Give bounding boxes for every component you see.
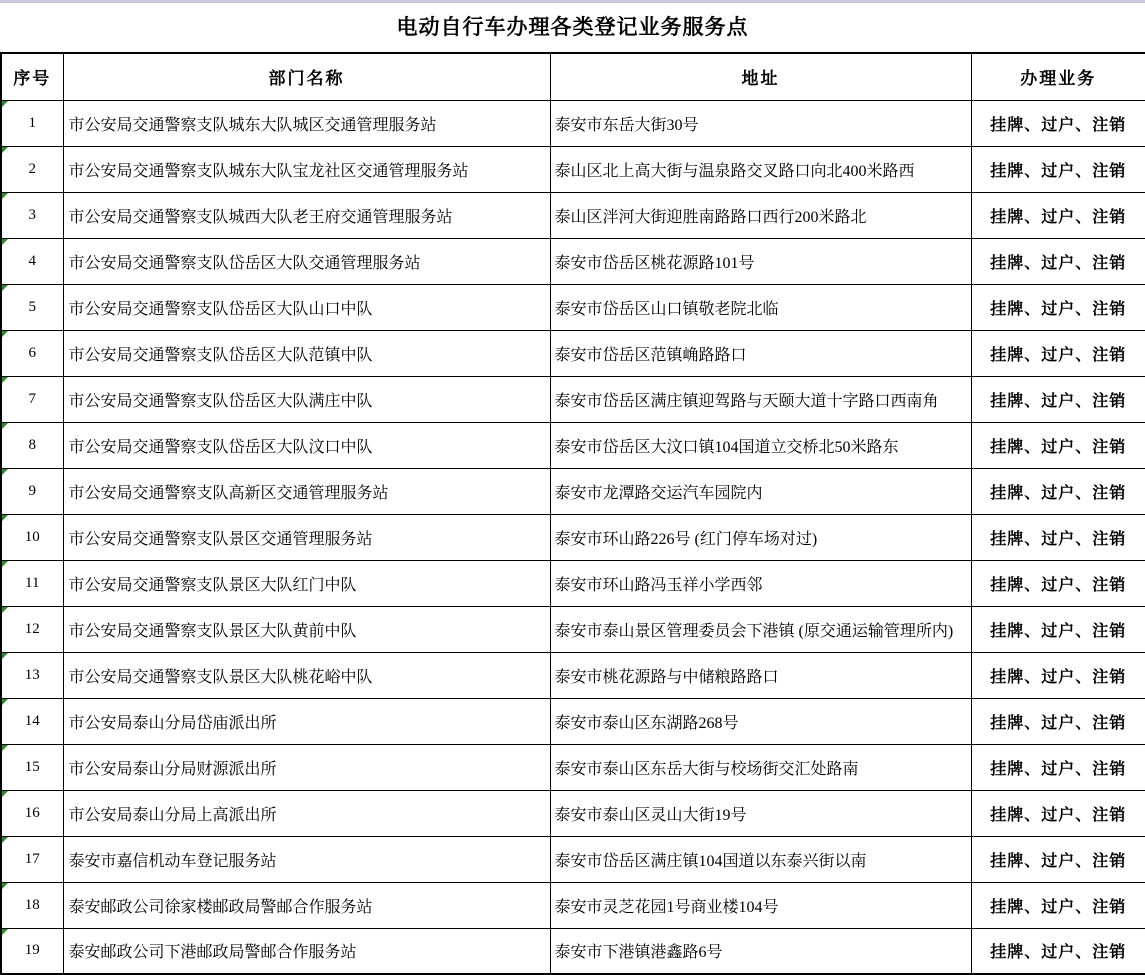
header-index: 序号 bbox=[1, 53, 63, 100]
business-cell[interactable] bbox=[971, 790, 1145, 836]
address-text: 泰安市泰山区东岳大街与校场街交汇处路南 bbox=[554, 760, 859, 778]
index-cell[interactable] bbox=[1, 836, 63, 882]
row-index: 18 bbox=[24, 896, 40, 913]
table-row bbox=[1, 238, 1145, 284]
address-text: 泰安市岱岳区桃花源路101号 bbox=[554, 254, 755, 272]
department-name: 市公安局泰山分局财源派出所 bbox=[68, 760, 277, 778]
row-index: 9 bbox=[28, 482, 36, 499]
business-cell[interactable] bbox=[971, 284, 1145, 330]
department-cell[interactable] bbox=[63, 146, 550, 192]
address-text: 泰安市环山路冯玉祥小学西邻 bbox=[554, 576, 763, 594]
business-text: 挂牌、过户、注销 bbox=[990, 438, 1127, 456]
address-cell[interactable] bbox=[550, 698, 971, 744]
department-cell[interactable] bbox=[63, 100, 550, 146]
error-indicator-triangle-icon bbox=[2, 561, 8, 567]
index-cell[interactable] bbox=[1, 422, 63, 468]
error-indicator-triangle-icon bbox=[2, 193, 8, 199]
department-cell[interactable] bbox=[63, 422, 550, 468]
table-row bbox=[1, 836, 1145, 882]
business-text: 挂牌、过户、注销 bbox=[990, 944, 1127, 962]
address-cell[interactable] bbox=[550, 146, 971, 192]
row-index: 12 bbox=[24, 620, 40, 637]
address-text: 泰山区北上高大街与温泉路交叉路口向北400米路西 bbox=[554, 162, 915, 180]
address-cell[interactable] bbox=[550, 468, 971, 514]
header-business: 办理业务 bbox=[971, 53, 1145, 100]
business-text: 挂牌、过户、注销 bbox=[990, 806, 1127, 824]
business-cell[interactable] bbox=[971, 468, 1145, 514]
index-cell[interactable] bbox=[1, 376, 63, 422]
row-index: 15 bbox=[24, 758, 40, 775]
error-indicator-triangle-icon bbox=[2, 469, 8, 475]
business-cell[interactable] bbox=[971, 560, 1145, 606]
row-index: 16 bbox=[24, 804, 40, 821]
table-row bbox=[1, 514, 1145, 560]
address-text: 泰安市环山路226号 (红门停车场对过) bbox=[554, 530, 818, 548]
business-cell[interactable] bbox=[971, 146, 1145, 192]
address-cell[interactable] bbox=[550, 790, 971, 836]
table-row bbox=[1, 330, 1145, 376]
business-cell[interactable] bbox=[971, 192, 1145, 238]
row-index: 1 bbox=[28, 114, 36, 131]
department-cell[interactable] bbox=[63, 606, 550, 652]
table-row bbox=[1, 376, 1145, 422]
business-cell[interactable] bbox=[971, 330, 1145, 376]
department-name: 市公安局交通警察支队高新区交通管理服务站 bbox=[68, 484, 389, 502]
address-cell[interactable] bbox=[550, 284, 971, 330]
address-cell[interactable] bbox=[550, 330, 971, 376]
index-cell[interactable] bbox=[1, 330, 63, 376]
service-points-table bbox=[0, 52, 1145, 975]
error-indicator-triangle-icon bbox=[2, 423, 8, 429]
department-cell[interactable] bbox=[63, 376, 550, 422]
department-name: 市公安局交通警察支队岱岳区大队交通管理服务站 bbox=[68, 254, 421, 272]
business-text: 挂牌、过户、注销 bbox=[990, 714, 1127, 732]
address-text: 泰安市泰山区灵山大街19号 bbox=[554, 806, 747, 824]
index-cell[interactable] bbox=[1, 192, 63, 238]
row-index: 4 bbox=[28, 252, 36, 269]
row-index: 6 bbox=[28, 344, 36, 361]
index-cell[interactable] bbox=[1, 790, 63, 836]
error-indicator-triangle-icon bbox=[2, 515, 8, 521]
department-cell[interactable] bbox=[63, 514, 550, 560]
department-name: 市公安局交通警察支队城西大队老王府交通管理服务站 bbox=[68, 208, 453, 226]
business-text: 挂牌、过户、注销 bbox=[990, 484, 1127, 502]
department-name: 市公安局交通警察支队城东大队宝龙社区交通管理服务站 bbox=[68, 162, 469, 180]
business-text: 挂牌、过户、注销 bbox=[990, 898, 1127, 916]
business-cell[interactable] bbox=[971, 698, 1145, 744]
business-cell[interactable] bbox=[971, 514, 1145, 560]
error-indicator-triangle-icon bbox=[2, 929, 8, 935]
row-index: 11 bbox=[25, 574, 40, 591]
department-cell[interactable] bbox=[63, 238, 550, 284]
index-cell[interactable] bbox=[1, 468, 63, 514]
address-text: 泰安市岱岳区满庄镇迎驾路与天颐大道十字路口西南角 bbox=[554, 392, 939, 410]
department-name: 市公安局交通警察支队景区大队红门中队 bbox=[68, 576, 357, 594]
business-text: 挂牌、过户、注销 bbox=[990, 162, 1127, 180]
business-cell[interactable] bbox=[971, 652, 1145, 698]
department-name: 市公安局交通警察支队岱岳区大队满庄中队 bbox=[68, 392, 373, 410]
row-index: 14 bbox=[24, 712, 40, 729]
header-address: 地址 bbox=[550, 53, 971, 100]
address-text: 泰安市岱岳区山口镇敬老院北临 bbox=[554, 300, 779, 318]
error-indicator-triangle-icon bbox=[2, 239, 8, 245]
table-row bbox=[1, 790, 1145, 836]
business-cell[interactable] bbox=[971, 422, 1145, 468]
business-text: 挂牌、过户、注销 bbox=[990, 530, 1127, 548]
address-text: 泰安市龙潭路交运汽车园院内 bbox=[554, 484, 763, 502]
row-index: 5 bbox=[28, 298, 36, 315]
index-cell[interactable] bbox=[1, 238, 63, 284]
index-cell[interactable] bbox=[1, 744, 63, 790]
address-cell[interactable] bbox=[550, 882, 971, 928]
address-cell[interactable] bbox=[550, 836, 971, 882]
department-name: 市公安局泰山分局上高派出所 bbox=[68, 806, 277, 824]
index-cell[interactable] bbox=[1, 514, 63, 560]
index-cell[interactable] bbox=[1, 882, 63, 928]
department-cell[interactable] bbox=[63, 560, 550, 606]
error-indicator-triangle-icon bbox=[2, 837, 8, 843]
address-cell[interactable] bbox=[550, 376, 971, 422]
address-cell[interactable] bbox=[550, 238, 971, 284]
business-text: 挂牌、过户、注销 bbox=[990, 760, 1127, 778]
department-cell[interactable] bbox=[63, 330, 550, 376]
address-cell[interactable] bbox=[550, 652, 971, 698]
address-cell[interactable] bbox=[550, 192, 971, 238]
table-row bbox=[1, 146, 1145, 192]
business-text: 挂牌、过户、注销 bbox=[990, 668, 1127, 686]
error-indicator-triangle-icon bbox=[2, 883, 8, 889]
error-indicator-triangle-icon bbox=[2, 101, 8, 107]
address-cell[interactable] bbox=[550, 422, 971, 468]
business-cell[interactable] bbox=[971, 376, 1145, 422]
row-index: 7 bbox=[28, 390, 36, 407]
address-text: 泰安市岱岳区范镇崅路路口 bbox=[554, 346, 747, 364]
table-row bbox=[1, 652, 1145, 698]
address-text: 泰安市泰山景区管理委员会下港镇 (原交通运输管理所内) bbox=[554, 622, 954, 640]
business-cell[interactable] bbox=[971, 882, 1145, 928]
department-name: 市公安局交通警察支队景区交通管理服务站 bbox=[68, 530, 373, 548]
row-index: 10 bbox=[24, 528, 40, 545]
address-text: 泰山区泮河大街迎胜南路路口西行200米路北 bbox=[554, 208, 867, 226]
index-cell[interactable] bbox=[1, 284, 63, 330]
table-row bbox=[1, 560, 1145, 606]
row-index: 8 bbox=[28, 436, 36, 453]
business-text: 挂牌、过户、注销 bbox=[990, 300, 1127, 318]
department-cell[interactable] bbox=[63, 882, 550, 928]
business-cell[interactable] bbox=[971, 100, 1145, 146]
business-text: 挂牌、过户、注销 bbox=[990, 576, 1127, 594]
department-name: 泰安市嘉信机动车登记服务站 bbox=[68, 852, 277, 870]
department-name: 市公安局交通警察支队岱岳区大队山口中队 bbox=[68, 300, 373, 318]
department-name: 市公安局交通警察支队景区大队桃花峪中队 bbox=[68, 668, 373, 686]
table-row bbox=[1, 100, 1145, 146]
address-cell[interactable] bbox=[550, 606, 971, 652]
index-cell[interactable] bbox=[1, 560, 63, 606]
table-row bbox=[1, 882, 1145, 928]
address-text: 泰安市东岳大街30号 bbox=[554, 116, 699, 134]
business-cell[interactable] bbox=[971, 836, 1145, 882]
row-index: 3 bbox=[28, 206, 36, 223]
table-row bbox=[1, 192, 1145, 238]
department-cell[interactable] bbox=[63, 284, 550, 330]
business-text: 挂牌、过户、注销 bbox=[990, 346, 1127, 364]
department-name: 泰安邮政公司徐家楼邮政局警邮合作服务站 bbox=[68, 898, 373, 916]
business-text: 挂牌、过户、注销 bbox=[990, 254, 1127, 272]
business-cell[interactable] bbox=[971, 928, 1145, 974]
error-indicator-triangle-icon bbox=[2, 285, 8, 291]
page-title: 电动自行车办理各类登记业务服务点 bbox=[396, 15, 749, 39]
address-text: 泰安市岱岳区大汶口镇104国道立交桥北50米路东 bbox=[554, 438, 899, 456]
error-indicator-triangle-icon bbox=[2, 653, 8, 659]
index-cell[interactable] bbox=[1, 928, 63, 974]
department-cell[interactable] bbox=[63, 928, 550, 974]
business-cell[interactable] bbox=[971, 238, 1145, 284]
error-indicator-triangle-icon bbox=[2, 699, 8, 705]
address-cell[interactable] bbox=[550, 514, 971, 560]
table-row bbox=[1, 468, 1145, 514]
business-text: 挂牌、过户、注销 bbox=[990, 622, 1127, 640]
department-cell[interactable] bbox=[63, 192, 550, 238]
address-cell[interactable] bbox=[550, 744, 971, 790]
error-indicator-triangle-icon bbox=[2, 745, 8, 751]
row-index: 17 bbox=[24, 850, 40, 867]
header-row bbox=[1, 53, 1145, 100]
address-text: 泰安市下港镇港鑫路6号 bbox=[554, 944, 723, 962]
row-index: 19 bbox=[24, 942, 40, 959]
address-text: 泰安市灵芝花园1号商业楼104号 bbox=[554, 898, 779, 916]
business-text: 挂牌、过户、注销 bbox=[990, 116, 1127, 134]
error-indicator-triangle-icon bbox=[2, 607, 8, 613]
table-row bbox=[1, 698, 1145, 744]
error-indicator-triangle-icon bbox=[2, 331, 8, 337]
address-cell[interactable] bbox=[550, 560, 971, 606]
department-cell[interactable] bbox=[63, 468, 550, 514]
index-cell[interactable] bbox=[1, 146, 63, 192]
index-cell[interactable] bbox=[1, 698, 63, 744]
table-row bbox=[1, 928, 1145, 974]
table-row bbox=[1, 744, 1145, 790]
department-name: 市公安局交通警察支队岱岳区大队范镇中队 bbox=[68, 346, 373, 364]
address-text: 泰安市桃花源路与中储粮路路口 bbox=[554, 668, 779, 686]
department-cell[interactable] bbox=[63, 652, 550, 698]
index-cell[interactable] bbox=[1, 652, 63, 698]
department-cell[interactable] bbox=[63, 836, 550, 882]
department-name: 市公安局交通警察支队岱岳区大队汶口中队 bbox=[68, 438, 373, 456]
department-cell[interactable] bbox=[63, 790, 550, 836]
business-cell[interactable] bbox=[971, 606, 1145, 652]
table-body bbox=[1, 100, 1145, 974]
error-indicator-triangle-icon bbox=[2, 147, 8, 153]
address-cell[interactable] bbox=[550, 100, 971, 146]
header-department: 部门名称 bbox=[63, 53, 550, 100]
business-text: 挂牌、过户、注销 bbox=[990, 852, 1127, 870]
address-text: 泰安市泰山区东湖路268号 bbox=[554, 714, 739, 732]
department-name: 泰安邮政公司下港邮政局警邮合作服务站 bbox=[68, 944, 357, 962]
table-row bbox=[1, 422, 1145, 468]
table-row bbox=[1, 606, 1145, 652]
index-cell[interactable] bbox=[1, 100, 63, 146]
business-text: 挂牌、过户、注销 bbox=[990, 392, 1127, 410]
address-cell[interactable] bbox=[550, 928, 971, 974]
address-text: 泰安市岱岳区满庄镇104国道以东泰兴街以南 bbox=[554, 852, 867, 870]
department-name: 市公安局交通警察支队城东大队城区交通管理服务站 bbox=[68, 116, 437, 134]
department-name: 市公安局交通警察支队景区大队黄前中队 bbox=[68, 622, 357, 640]
index-cell[interactable] bbox=[1, 606, 63, 652]
error-indicator-triangle-icon bbox=[2, 791, 8, 797]
row-index: 13 bbox=[24, 666, 40, 683]
department-name: 市公安局泰山分局岱庙派出所 bbox=[68, 714, 277, 732]
business-text: 挂牌、过户、注销 bbox=[990, 208, 1127, 226]
department-cell[interactable] bbox=[63, 744, 550, 790]
table-row bbox=[1, 284, 1145, 330]
row-index: 2 bbox=[28, 160, 36, 177]
error-indicator-triangle-icon bbox=[2, 377, 8, 383]
business-cell[interactable] bbox=[971, 744, 1145, 790]
department-cell[interactable] bbox=[63, 698, 550, 744]
